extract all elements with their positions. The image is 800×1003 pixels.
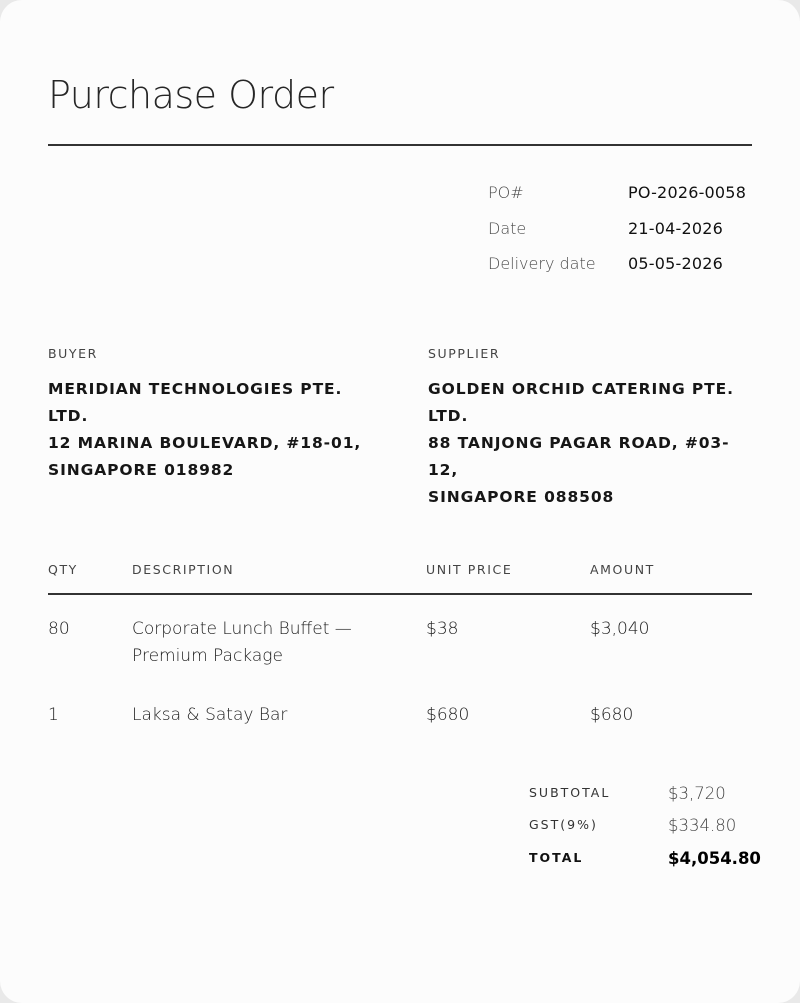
buyer-line: SINGAPORE 018982 — [48, 461, 235, 479]
supplier-line: SINGAPORE 088508 — [428, 488, 615, 506]
buyer-address — [48, 376, 388, 484]
page-title: Purchase Order — [48, 73, 334, 117]
cell-unit-price: $38 — [426, 619, 459, 639]
total-value: $4,054.80 — [668, 849, 761, 868]
delivery-date-label: Delivery date — [488, 254, 596, 273]
order-meta — [488, 180, 752, 287]
buyer-label: BUYER — [48, 346, 98, 361]
supplier-line: GOLDEN ORCHID CATERING PTE. — [428, 380, 734, 398]
supplier-address — [428, 376, 738, 511]
buyer-line: MERIDIAN TECHNOLOGIES PTE. LTD. — [48, 380, 343, 425]
meta-row-po — [488, 180, 752, 216]
title-divider — [48, 144, 752, 146]
column-header-unit-price: UNIT PRICE — [426, 562, 513, 577]
meta-row-date — [488, 216, 752, 252]
column-header-amount: AMOUNT — [590, 562, 655, 577]
delivery-date-value: 05-05-2026 — [628, 254, 723, 273]
po-number-value: PO-2026-0058 — [628, 183, 747, 202]
po-number-label: PO# — [488, 183, 524, 202]
column-header-description: DESCRIPTION — [132, 562, 235, 577]
cell-description: Laksa & Satay Bar — [132, 705, 288, 725]
meta-row-delivery — [488, 251, 752, 287]
gst-value: $334.80 — [668, 816, 737, 835]
cell-amount: $680 — [590, 705, 634, 725]
total-label: TOTAL — [529, 850, 584, 865]
date-value: 21-04-2026 — [628, 218, 723, 238]
date-label: Date — [488, 218, 527, 238]
subtotal-label: SUBTOTAL — [529, 785, 611, 800]
subtotal-value: $3,720 — [668, 784, 726, 803]
supplier-line: 88 TANJONG PAGAR ROAD, #03- — [428, 434, 730, 452]
supplier-label: SUPPLIER — [428, 346, 501, 361]
cell-unit-price: $680 — [426, 705, 470, 725]
supplier-line: LTD. — [428, 407, 469, 425]
cell-amount: $3,040 — [590, 619, 650, 639]
cell-qty: 1 — [48, 705, 59, 725]
cell-qty: 80 — [48, 619, 70, 639]
column-header-qty: QTY — [48, 562, 78, 577]
cell-description: Corporate Lunch Buffet — Premium Package — [132, 619, 352, 666]
buyer-line: 12 MARINA BOULEVARD, #18-01, — [48, 434, 362, 452]
supplier-line: 12, — [428, 461, 459, 479]
gst-label: GST(9%) — [529, 817, 598, 832]
table-divider — [48, 593, 752, 595]
